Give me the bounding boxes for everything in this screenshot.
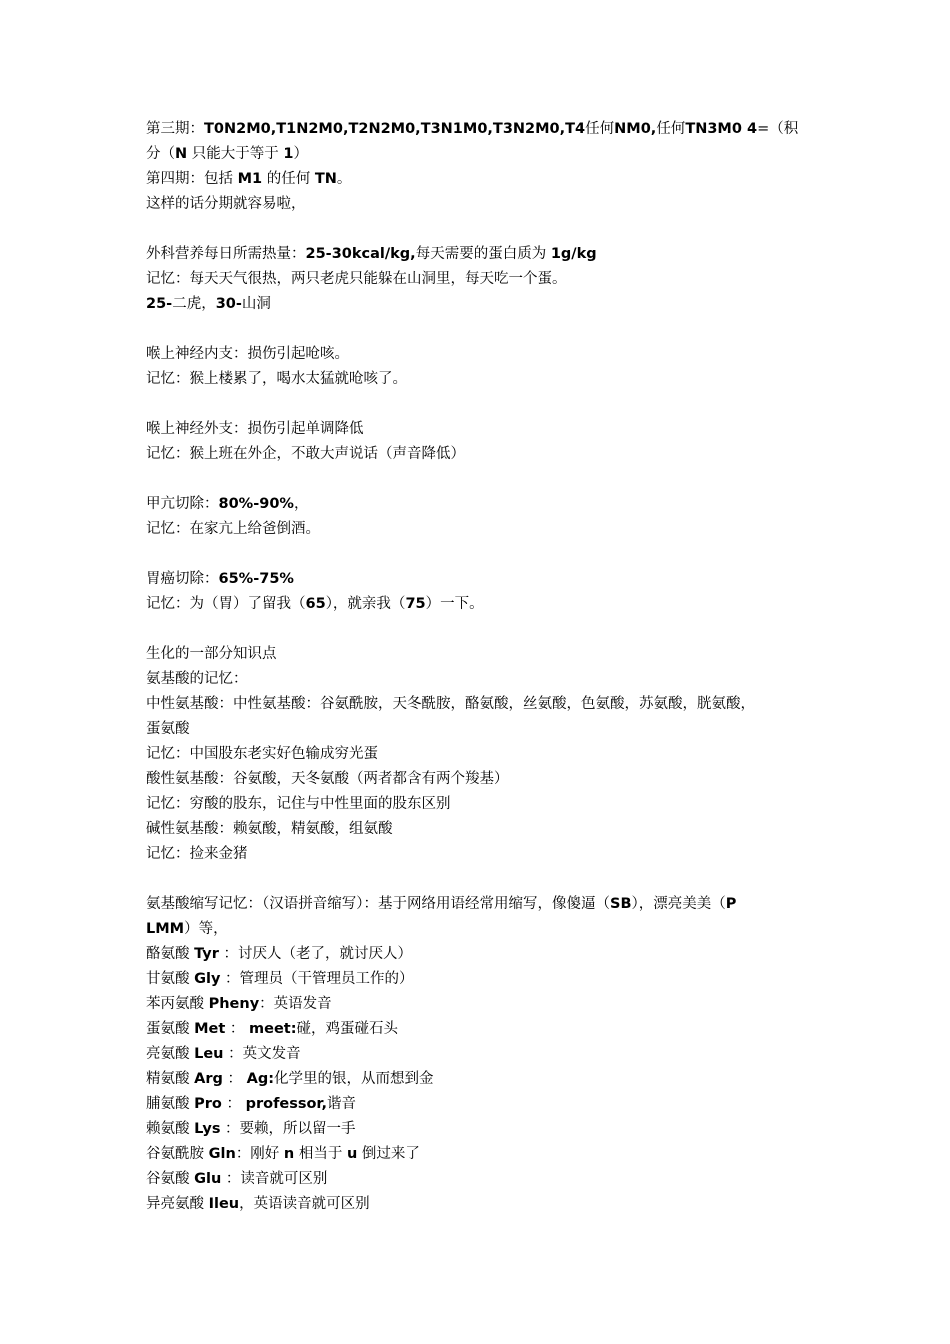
text: 氨基酸缩写记忆：（汉语拼音缩写）：基于网络用语经常用缩写，像傻逼（: [146, 896, 610, 912]
text: 亮氨酸: [146, 1046, 195, 1062]
bold-text: meet:: [249, 1021, 297, 1037]
text: 外科营养每日所需热量：: [146, 246, 306, 262]
text: ）一下。: [425, 596, 484, 612]
gastric-line: [146, 567, 814, 592]
text: ：: [225, 1021, 250, 1037]
neutral-memory: 记忆：中国股东老实好色输成穷光蛋: [146, 746, 378, 762]
text: 第四期：包括: [146, 171, 238, 187]
text: 脯氨酸: [146, 1096, 195, 1112]
bold-text: Gln: [208, 1146, 236, 1162]
bold-text: Ag:: [246, 1071, 274, 1087]
text: 任何: [656, 121, 686, 137]
bold-text: 25-30kcal/kg,: [305, 246, 416, 262]
amino-memory-heading: 氨基酸的记忆：: [146, 671, 248, 687]
text: 胃癌切除：: [146, 571, 219, 587]
bold-text: n: [283, 1146, 295, 1162]
abbrev-intro: [146, 892, 814, 917]
abbrev-intro-2: [146, 917, 814, 942]
text: ：读音就可区别: [221, 1171, 328, 1187]
text: 任何: [585, 121, 615, 137]
text: 碰，鸡蛋碰石头: [296, 1021, 399, 1037]
bold-text: Tyr: [194, 946, 219, 962]
spacer: [146, 542, 814, 567]
text: 谷氨酰胺: [146, 1146, 209, 1162]
text: 甲亢切除：: [146, 496, 219, 512]
text: =（积: [757, 121, 799, 137]
bold-text: Lys: [194, 1121, 221, 1137]
text: 谷氨酸: [146, 1171, 195, 1187]
text: ：: [222, 1071, 247, 1087]
stage4-line: [146, 167, 814, 192]
text: 化学里的银，从而想到金: [274, 1071, 434, 1087]
abbrev-item: [146, 1067, 814, 1092]
bold-text: Arg: [194, 1071, 223, 1087]
thyroid-line: [146, 492, 814, 517]
bold-text: Glu: [194, 1171, 222, 1187]
nerve-external-line: 喉上神经外支：损伤引起单调降低: [146, 421, 364, 437]
document-body: [146, 117, 814, 1217]
bold-text: 1: [283, 146, 294, 162]
bold-text: N: [175, 146, 188, 162]
spacer: [146, 392, 814, 417]
abbrev-item: [146, 1042, 814, 1067]
spacer: [146, 617, 814, 642]
nutrition-line: [146, 242, 814, 267]
text: ：讨厌人（老了，就讨厌人）: [218, 946, 412, 962]
bold-text: professor,: [245, 1096, 327, 1112]
bold-text: Met: [194, 1021, 226, 1037]
spacer: [146, 217, 814, 242]
bold-text: Pheny: [208, 996, 260, 1012]
bold-text: P: [725, 896, 737, 912]
text: 记忆：为（胃）了留我（: [146, 596, 306, 612]
neutral-amino-line-2: 蛋氨酸: [146, 721, 190, 737]
text: ），漂亮美美（: [631, 896, 726, 912]
bold-text: 80%-90%: [218, 496, 294, 512]
text: ）: [293, 146, 308, 162]
text: 精氨酸: [146, 1071, 195, 1087]
text: ，英语读音就可区别: [239, 1196, 370, 1212]
bold-text: 75: [405, 596, 426, 612]
gastric-memory: [146, 592, 814, 617]
bold-text: NM0,: [614, 121, 657, 137]
nerve-external-memory: 记忆：猴上班在外企，不敢大声说话（声音降低）: [146, 446, 465, 462]
text: 蛋氨酸: [146, 1021, 195, 1037]
text: 的任何: [262, 171, 315, 187]
spacer: [146, 467, 814, 492]
text: ：英文发音: [223, 1046, 301, 1062]
basic-amino-line: 碱性氨基酸：赖氨酸，精氨酸，组氨酸: [146, 821, 393, 837]
bold-text: Pro: [194, 1096, 222, 1112]
acidic-amino-line: 酸性氨基酸：谷氨酸，天冬氨酸（两者都含有两个羧基）: [146, 771, 509, 787]
bold-text: Ileu: [208, 1196, 240, 1212]
bold-text: Leu: [194, 1046, 224, 1062]
text: 赖氨酸: [146, 1121, 195, 1137]
acidic-memory: 记忆：穷酸的股东，记住与中性里面的股东区别: [146, 796, 451, 812]
bold-text: TN3M0 4: [685, 121, 758, 137]
text: 甘氨酸: [146, 971, 195, 987]
text: ：英语发音: [259, 996, 332, 1012]
text: ）等，: [184, 921, 228, 937]
text: 山洞: [241, 296, 271, 312]
abbrev-item: [146, 967, 814, 992]
nutrition-memory: 记忆：每天天气很热，两只老虎只能躲在山洞里，每天吃一个蛋。: [146, 271, 567, 287]
text: 谐音: [326, 1096, 356, 1112]
bold-text: 30-: [215, 296, 242, 312]
bold-text: u: [346, 1146, 358, 1162]
bold-text: LMM: [146, 921, 185, 937]
neutral-amino-line: 中性氨基酸：中性氨基酸：谷氨酰胺，天冬酰胺，酪氨酸，丝氨酸，色氨酸，苏氨酸，胱氨酸，: [146, 696, 755, 712]
text: 第三期：: [146, 121, 204, 137]
thyroid-memory: 记忆：在家亢上给爸倒酒。: [146, 521, 320, 537]
text: ：: [221, 1096, 246, 1112]
nerve-internal-memory: 记忆：猴上楼累了，喝水太猛就呛咳了。: [146, 371, 407, 387]
spacer: [146, 317, 814, 342]
bold-text: 65: [305, 596, 326, 612]
text: 分（: [146, 146, 175, 162]
stage3-line-2: [146, 142, 814, 167]
staging-easy-line: 这样的话分期就容易啦，: [146, 196, 306, 212]
text: ），就亲我（: [325, 596, 406, 612]
text: 倒过来了: [357, 1146, 420, 1162]
abbrev-item: [146, 1017, 814, 1042]
stage3-line: [146, 117, 814, 142]
bold-text: 25-: [146, 296, 173, 312]
text: ，: [293, 496, 309, 512]
bold-text: 65%-75%: [218, 571, 294, 587]
abbrev-item: [146, 1192, 814, 1217]
abbrev-item: [146, 942, 814, 967]
abbrev-item: [146, 1092, 814, 1117]
nerve-internal-line: 喉上神经内支：损伤引起呛咳。: [146, 346, 349, 362]
text: ：刚好: [235, 1146, 284, 1162]
text: 相当于: [294, 1146, 347, 1162]
text: 异亮氨酸: [146, 1196, 209, 1212]
bold-text: M1: [237, 171, 263, 187]
text: 二虎，: [172, 296, 216, 312]
bold-text: Gly: [194, 971, 221, 987]
text: 苯丙氨酸: [146, 996, 209, 1012]
text: 每天需要的蛋白质为: [415, 246, 551, 262]
nutrition-mnemonic: [146, 292, 814, 317]
basic-memory: 记忆：捡来金猪: [146, 846, 248, 862]
abbrev-item: [146, 1142, 814, 1167]
bold-text: 1g/kg: [550, 246, 597, 262]
bold-text: SB: [610, 896, 632, 912]
abbrev-item: [146, 1117, 814, 1142]
bold-text: TN: [314, 171, 337, 187]
text: 酪氨酸: [146, 946, 195, 962]
abbrev-item: [146, 992, 814, 1017]
biochem-title: 生化的一部分知识点: [146, 646, 277, 662]
spacer: [146, 867, 814, 892]
text: ：要赖，所以留一手: [220, 1121, 356, 1137]
bold-text: T0N2M0,T1N2M0,T2N2M0,T3N1M0,T3N2M0,T4: [204, 121, 586, 137]
text: 只能大于等于: [187, 146, 284, 162]
text: ：管理员（干管理员工作的）: [220, 971, 414, 987]
text: 。: [336, 171, 352, 187]
abbrev-item: [146, 1167, 814, 1192]
